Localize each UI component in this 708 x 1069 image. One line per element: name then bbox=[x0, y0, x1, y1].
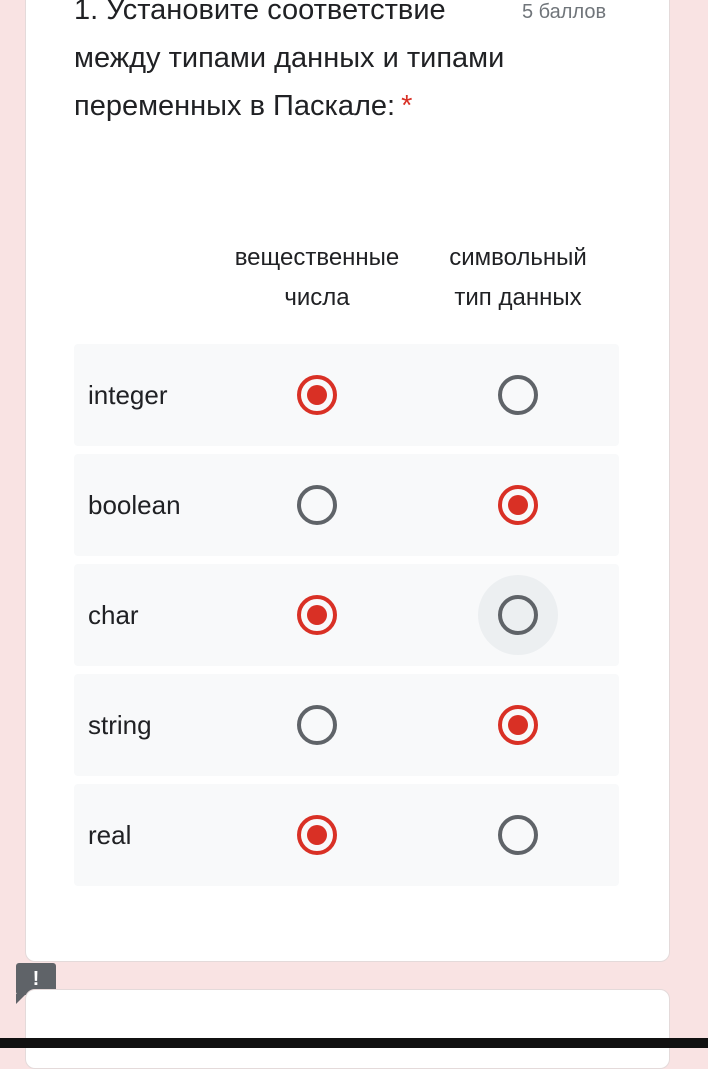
radio-button[interactable] bbox=[498, 595, 538, 635]
radio-button[interactable] bbox=[498, 375, 538, 415]
grid-row-real bbox=[74, 784, 619, 886]
radio-button[interactable] bbox=[498, 705, 538, 745]
row-label: integer bbox=[88, 380, 168, 410]
question-title bbox=[74, 0, 514, 130]
grid-row-integer bbox=[74, 344, 619, 446]
radio-real-real-numbers[interactable] bbox=[277, 795, 357, 875]
bottom-edge bbox=[0, 1038, 708, 1048]
radio-real-char-type[interactable] bbox=[478, 795, 558, 875]
radio-button[interactable] bbox=[297, 375, 337, 415]
report-problem-icon[interactable]: ! bbox=[16, 963, 56, 995]
radio-char-real-numbers[interactable] bbox=[277, 575, 357, 655]
required-marker: * bbox=[401, 90, 413, 122]
choice-grid bbox=[74, 344, 619, 894]
radio-boolean-real-numbers[interactable] bbox=[277, 465, 357, 545]
column-header-char-type: символьный тип данных bbox=[449, 244, 587, 311]
radio-button[interactable] bbox=[297, 705, 337, 745]
radio-integer-real-numbers[interactable] bbox=[277, 355, 357, 435]
radio-boolean-char-type[interactable] bbox=[478, 465, 558, 545]
radio-button[interactable] bbox=[297, 815, 337, 855]
radio-button[interactable] bbox=[297, 485, 337, 525]
row-label: char bbox=[88, 600, 139, 630]
grid-row-boolean bbox=[74, 454, 619, 556]
radio-string-char-type[interactable] bbox=[478, 685, 558, 765]
radio-char-char-type[interactable] bbox=[478, 575, 558, 655]
grid-row-string bbox=[74, 674, 619, 776]
grid-row-char bbox=[74, 564, 619, 666]
row-label: string bbox=[88, 710, 152, 740]
radio-string-real-numbers[interactable] bbox=[277, 685, 357, 765]
question-title-text: 1. Установите соответствие между типами данных и типами переменных в Паскале: bbox=[74, 0, 505, 122]
row-label: boolean bbox=[88, 490, 181, 520]
radio-button[interactable] bbox=[498, 485, 538, 525]
points-label: 5 баллов bbox=[522, 1, 607, 23]
radio-button[interactable] bbox=[498, 815, 538, 855]
column-header-real-numbers: вещественные числа bbox=[234, 244, 400, 311]
next-question-card bbox=[25, 989, 670, 1069]
row-label: real bbox=[88, 820, 132, 850]
radio-button[interactable] bbox=[297, 595, 337, 635]
radio-integer-char-type[interactable] bbox=[478, 355, 558, 435]
